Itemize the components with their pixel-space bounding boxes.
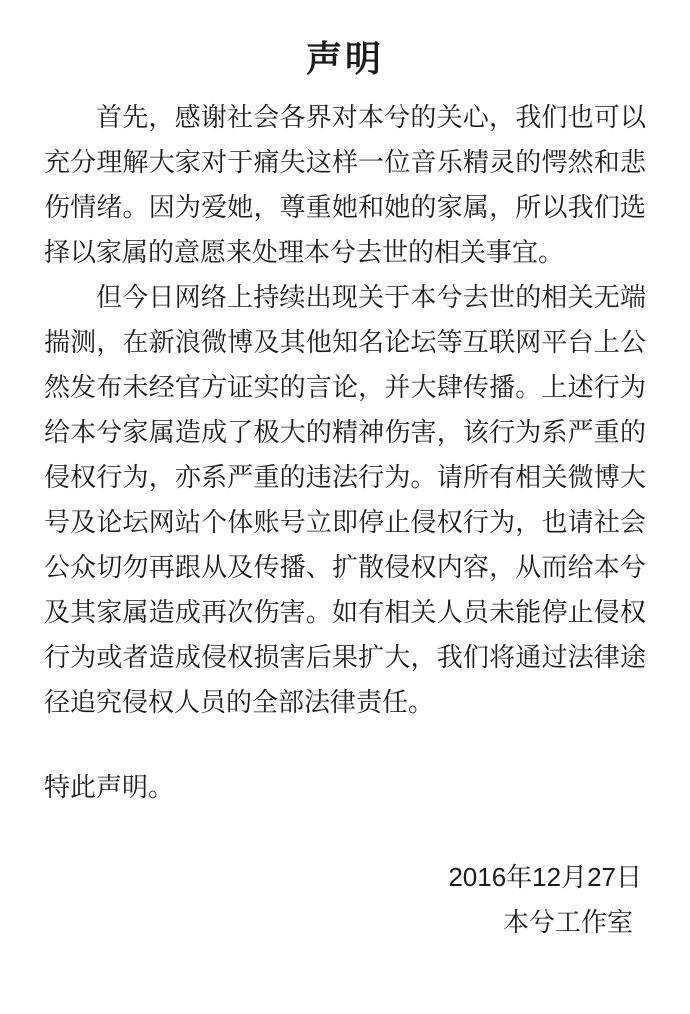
document-body xyxy=(44,95,646,725)
text-line: 充分理解大家对于痛失这样一位音乐精灵的愕然和悲 xyxy=(44,147,646,177)
text-line: 及其家属造成再次伤害。如有相关人员未能停止侵权 xyxy=(44,597,646,627)
paragraph xyxy=(44,95,646,275)
signature-line: 本兮工作室 xyxy=(502,907,633,937)
text-line: 首先，感谢社会各界对本兮的关心，我们也可以 xyxy=(96,102,646,132)
text-line: 行为或者造成侵权损害后果扩大，我们将通过法律途 xyxy=(44,642,646,672)
text-line: 径追究侵权人员的全部法律责任。 xyxy=(44,687,435,717)
text-line: 号及论坛网站个体账号立即停止侵权行为，也请社会 xyxy=(44,507,646,537)
statement-page xyxy=(0,38,690,1014)
text-line: 给本兮家属造成了极大的精神伤害，该行为系严重的 xyxy=(44,417,646,447)
document-title: 声明 xyxy=(305,38,384,79)
text-line: 公众切勿再跟从及传播、扩散侵权内容，从而给本兮 xyxy=(44,552,646,582)
text-line: 伤情绪。因为爱她，尊重她和她的家属，所以我们选 xyxy=(44,192,646,222)
date-line: 2016年12月27日 xyxy=(448,862,642,892)
text-line: 侵权行为，亦系严重的违法行为。请所有相关微博大 xyxy=(44,462,646,492)
text-line: 择以家属的意愿来处理本兮去世的相关事宜。 xyxy=(44,237,565,267)
closing-statement: 特此声明。 xyxy=(44,772,175,802)
paragraph xyxy=(44,275,646,725)
text-line: 然发布未经官方证实的言论，并大肆传播。上述行为 xyxy=(44,372,646,402)
text-line: 但今日网络上持续出现关于本兮去世的相关无端 xyxy=(96,282,646,312)
text-line: 揣测，在新浪微博及其他知名论坛等互联网平台上公 xyxy=(44,327,646,357)
